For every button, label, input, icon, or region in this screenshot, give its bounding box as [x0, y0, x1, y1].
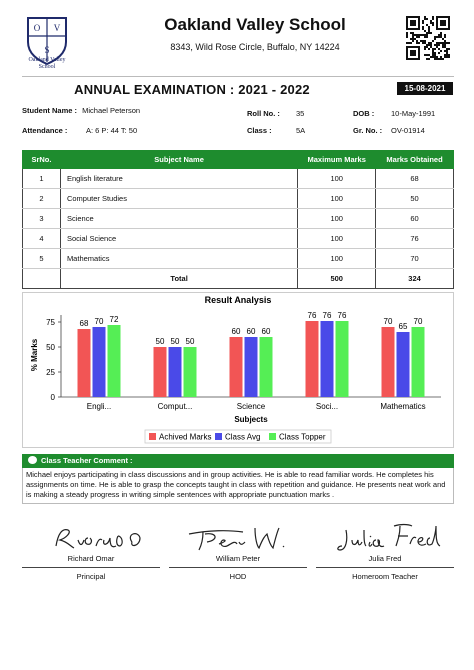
- teacher-comment-header: Class Teacher Comment :: [22, 454, 454, 468]
- signatory-name: William Peter: [215, 554, 261, 563]
- gr-no-label: Gr. No. :: [353, 126, 383, 135]
- cell-srno: 4: [23, 229, 61, 249]
- bar-data-label: 70: [383, 317, 393, 326]
- cell-srno: 5: [23, 249, 61, 269]
- student-name: Michael Peterson: [82, 106, 141, 115]
- signature-scribble: [169, 520, 307, 554]
- legend-label: Class Topper: [279, 432, 326, 442]
- cell-subject: English literature: [60, 169, 297, 189]
- signature-principal: [22, 520, 160, 581]
- bar-2-1: [184, 347, 197, 397]
- y-tick-label: 25: [46, 368, 55, 377]
- cell-empty: [23, 269, 61, 289]
- signatory-name: Richard Omar: [67, 554, 115, 563]
- marks-table-header: [23, 151, 454, 169]
- signature-homeroom: [316, 520, 454, 581]
- cell-max: 100: [298, 189, 376, 209]
- bar-data-label: 76: [307, 311, 317, 320]
- student-name-field: Student Name : Michael Peterson: [22, 106, 141, 115]
- cell-obtained: 68: [376, 169, 454, 189]
- marks-table: [22, 150, 454, 289]
- cell-obtained: 50: [376, 189, 454, 209]
- header-subject: Subject Name: [60, 151, 297, 169]
- total-label: Total: [60, 269, 297, 289]
- exam-date-badge: 15-08-2021: [397, 82, 453, 95]
- total-max: 500: [298, 269, 376, 289]
- bar-data-label: 50: [155, 337, 165, 346]
- x-tick-label: Comput...: [157, 402, 193, 411]
- bar-data-label: 50: [185, 337, 195, 346]
- signature-scribble: [316, 520, 454, 554]
- bar-data-label: 68: [79, 319, 89, 328]
- gr-no-value: OV-01914: [391, 126, 425, 135]
- legend-label: Achived Marks: [159, 432, 212, 442]
- dob-label: DOB :: [353, 109, 375, 118]
- cell-subject: Science: [60, 209, 297, 229]
- x-tick-label: Engli...: [86, 402, 112, 411]
- chart-title: Result Analysis: [204, 295, 272, 305]
- bar-0-2: [230, 337, 243, 397]
- qr-code-icon: [406, 16, 450, 60]
- bar-data-label: 76: [337, 311, 347, 320]
- y-tick-label: 0: [50, 393, 55, 402]
- y-axis-label: % Marks: [30, 338, 39, 372]
- table-row: [23, 209, 454, 229]
- x-tick-label: Science: [236, 402, 266, 411]
- school-name: Oakland Valley School: [164, 15, 346, 34]
- table-row: [23, 169, 454, 189]
- signature-line: [22, 567, 160, 568]
- attendance-label: Attendance :: [22, 126, 68, 135]
- teacher-comment-text: Michael enjoys participating in class discussions and in group activities. He is able to read familiar words. He completes his assignments on time. He is able to grasp the concepts taught in class with repetition and guidance. He presents neat work and is making a steady progress in writing simple sentences with appropriate punctuation marks .: [22, 468, 454, 504]
- cell-subject: Mathematics: [60, 249, 297, 269]
- y-tick-label: 50: [46, 343, 55, 352]
- bar-1-1: [169, 347, 182, 397]
- bar-data-label: 60: [246, 327, 256, 336]
- cell-max: 100: [298, 229, 376, 249]
- bar-2-2: [260, 337, 273, 397]
- signatory-role: Homeroom Teacher: [352, 572, 418, 581]
- bar-1-2: [245, 337, 258, 397]
- table-row: [23, 189, 454, 209]
- signatory-name: Julia Fred: [368, 554, 402, 563]
- bar-data-label: 76: [322, 311, 332, 320]
- crest-letter-s: S: [44, 45, 50, 55]
- bar-0-4: [382, 327, 395, 397]
- cell-subject: Computer Studies: [60, 189, 297, 209]
- y-tick-label: 75: [46, 318, 55, 327]
- cell-max: 100: [298, 249, 376, 269]
- legend-swatch: [215, 433, 222, 440]
- bar-data-label: 70: [94, 317, 104, 326]
- bar-data-label: 65: [398, 322, 408, 331]
- cell-obtained: 70: [376, 249, 454, 269]
- legend-label: Class Avg: [225, 432, 261, 442]
- result-analysis-chart-box: [22, 292, 454, 448]
- legend-swatch: [269, 433, 276, 440]
- bar-data-label: 70: [413, 317, 423, 326]
- exam-title: ANNUAL EXAMINATION : 2021 - 2022: [74, 82, 310, 97]
- bar-data-label: 60: [231, 327, 241, 336]
- table-row: [23, 249, 454, 269]
- signatory-role: Principal: [76, 572, 106, 581]
- bar-2-3: [336, 321, 349, 397]
- table-row: [23, 229, 454, 249]
- legend-swatch: [149, 433, 156, 440]
- cell-srno: 2: [23, 189, 61, 209]
- cell-srno: 1: [23, 169, 61, 189]
- header-marks-obtained: Marks Obtained: [376, 151, 454, 169]
- bar-2-0: [108, 325, 121, 397]
- cell-obtained: 60: [376, 209, 454, 229]
- x-tick-label: Soci...: [315, 402, 339, 411]
- header-divider: [22, 76, 454, 77]
- bar-data-label: 60: [261, 327, 271, 336]
- signature-scribble: [22, 520, 160, 554]
- speech-bubble-icon: [28, 456, 37, 464]
- result-analysis-chart: [23, 293, 453, 447]
- cell-subject: Social Science: [60, 229, 297, 249]
- roll-no-value: 35: [296, 109, 305, 118]
- signature-line: [169, 567, 307, 568]
- signature-hod: [169, 520, 307, 581]
- x-tick-label: Mathematics: [380, 402, 426, 411]
- crest-school-name: Oakland Valley School: [28, 57, 66, 70]
- crest-letter-o: O: [33, 23, 41, 33]
- bar-0-1: [154, 347, 167, 397]
- report-header: [0, 0, 474, 78]
- bar-data-label: 50: [170, 337, 180, 346]
- signature-line: [316, 567, 454, 568]
- roll-no-label: Roll No. :: [247, 109, 280, 118]
- bar-0-0: [78, 329, 91, 397]
- crest-letter-v: V: [53, 23, 61, 33]
- bar-1-0: [93, 327, 106, 397]
- bar-1-4: [397, 332, 410, 397]
- header-srno: SrNo.: [23, 151, 61, 169]
- bar-data-label: 72: [109, 315, 119, 324]
- class-value: 5A: [296, 126, 306, 135]
- cell-max: 100: [298, 169, 376, 189]
- cell-srno: 3: [23, 209, 61, 229]
- class-label: Class :: [247, 126, 272, 135]
- header-max-marks: Maximum Marks: [298, 151, 376, 169]
- cell-max: 100: [298, 209, 376, 229]
- total-row: [23, 269, 454, 289]
- bar-2-4: [412, 327, 425, 397]
- total-obtained: 324: [376, 269, 454, 289]
- bar-1-3: [321, 321, 334, 397]
- attendance-value: A: 6 P: 44 T: 50: [86, 126, 138, 135]
- cell-obtained: 76: [376, 229, 454, 249]
- bar-0-3: [306, 321, 319, 397]
- signatory-role: HOD: [229, 572, 247, 581]
- dob-value: 10-May-1991: [391, 109, 436, 118]
- school-address: 8343, Wild Rose Circle, Buffalo, NY 14224: [170, 42, 340, 52]
- x-axis-label: Subjects: [234, 415, 268, 424]
